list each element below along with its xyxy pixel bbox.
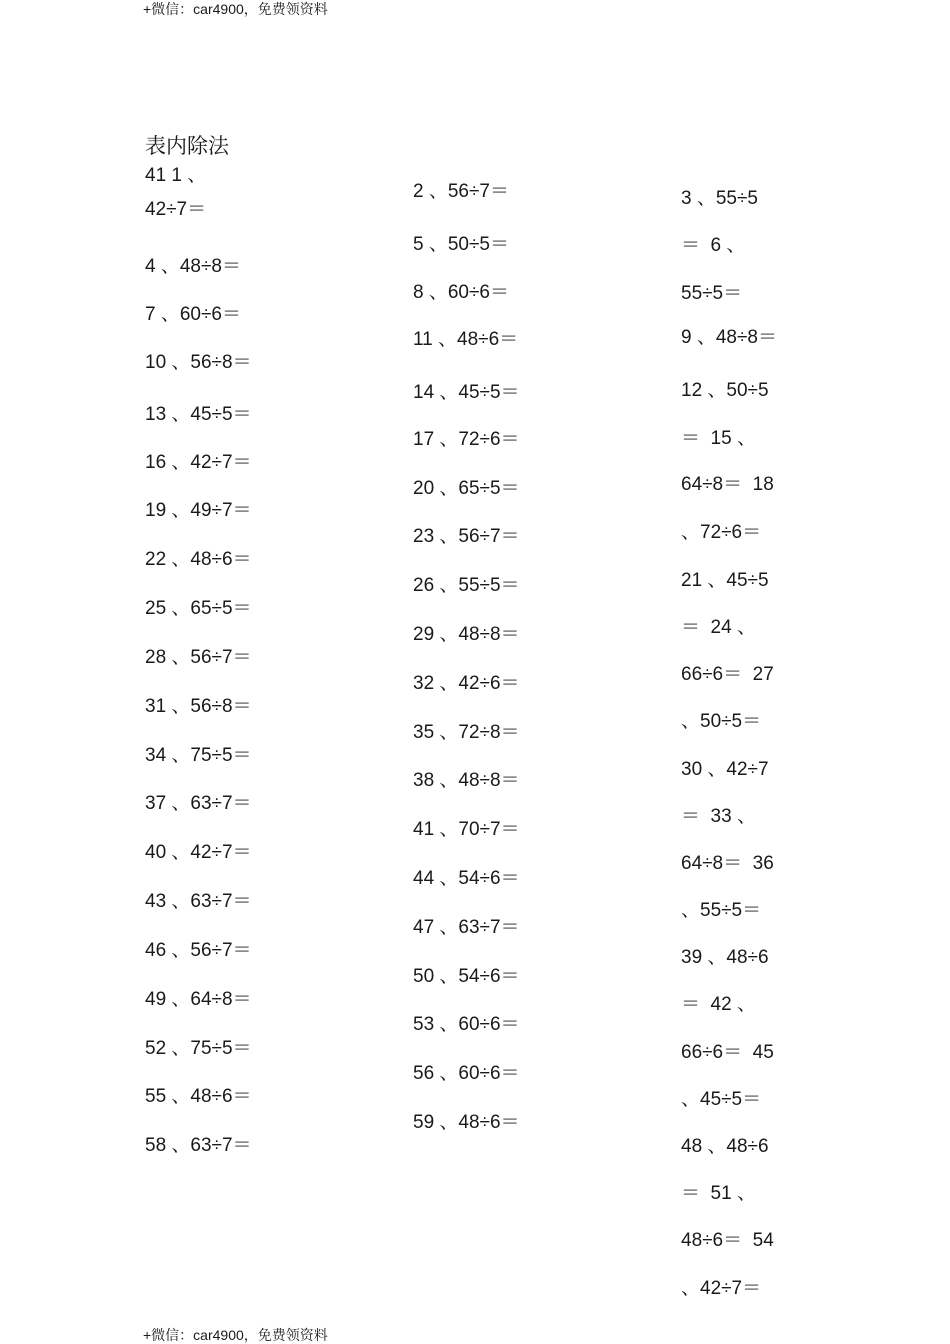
problem-line: 38 、48÷8＝: [413, 770, 520, 791]
problem-line: ＝ 24 、: [681, 617, 756, 638]
problem-line: 25 、65÷5＝: [145, 598, 252, 619]
problem-line: 55 、48÷6＝: [145, 1086, 252, 1107]
problem-line: 48÷6＝ 54: [681, 1230, 774, 1251]
watermark-header: +微信：car4900，免费领资料: [143, 1, 328, 17]
problem-line: ＝ 15 、: [681, 428, 756, 449]
problem-line: 41 1 、: [145, 165, 207, 186]
problem-line: 29 、48÷8＝: [413, 624, 520, 645]
problem-line: 46 、56÷7＝: [145, 940, 252, 961]
problem-line: 30 、42÷7: [681, 759, 769, 780]
problem-line: 12 、50÷5: [681, 380, 769, 401]
problem-line: 8 、60÷6＝: [413, 282, 509, 303]
problem-line: 40 、42÷7＝: [145, 842, 252, 863]
problem-line: 22 、48÷6＝: [145, 549, 252, 570]
problem-line: ＝ 6 、: [681, 235, 746, 256]
problem-line: 23 、56÷7＝: [413, 526, 520, 547]
problem-line: 20 、65÷5＝: [413, 478, 520, 499]
problem-line: 17 、72÷6＝: [413, 429, 520, 450]
problem-line: 37 、63÷7＝: [145, 793, 252, 814]
problem-line: 21 、45÷5: [681, 570, 769, 591]
problem-line: 34 、75÷5＝: [145, 745, 252, 766]
problem-line: 19 、49÷7＝: [145, 500, 252, 521]
problem-line: 49 、64÷8＝: [145, 989, 252, 1010]
problem-line: 50 、54÷6＝: [413, 966, 520, 987]
problem-line: 13 、45÷5＝: [145, 404, 252, 425]
problem-line: 14 、45÷5＝: [413, 382, 520, 403]
problem-line: ＝ 33 、: [681, 806, 756, 827]
problem-line: 4 、48÷8＝: [145, 256, 241, 277]
problem-line: ＝ 42 、: [681, 994, 756, 1015]
problem-line: 31 、56÷8＝: [145, 696, 252, 717]
problem-line: 26 、55÷5＝: [413, 575, 520, 596]
problem-line: 3 、55÷5: [681, 188, 758, 209]
problem-line: 39 、48÷6: [681, 947, 769, 968]
problem-line: 55÷5＝: [681, 283, 743, 304]
problem-line: 41 、70÷7＝: [413, 819, 520, 840]
problem-line: 64÷8＝ 36: [681, 853, 774, 874]
problem-line: 44 、54÷6＝: [413, 868, 520, 889]
problem-line: 66÷6＝ 27: [681, 664, 774, 685]
problem-line: 、45÷5＝: [681, 1089, 762, 1110]
problem-line: 47 、63÷7＝: [413, 917, 520, 938]
problem-line: 43 、63÷7＝: [145, 891, 252, 912]
problem-line: 、50÷5＝: [681, 711, 762, 732]
problem-line: 5 、50÷5＝: [413, 234, 509, 255]
problem-line: 58 、63÷7＝: [145, 1135, 252, 1156]
problem-line: 56 、60÷6＝: [413, 1063, 520, 1084]
problem-line: 53 、60÷6＝: [413, 1014, 520, 1035]
problem-line: 52 、75÷5＝: [145, 1038, 252, 1059]
problem-line: 66÷6＝ 45: [681, 1042, 774, 1063]
problem-line: 10 、56÷8＝: [145, 352, 252, 373]
problem-line: 、72÷6＝: [681, 522, 762, 543]
problem-line: 42÷7＝: [145, 199, 207, 220]
problem-line: 16 、42÷7＝: [145, 452, 252, 473]
problem-line: 28 、56÷7＝: [145, 647, 252, 668]
problem-line: 48 、48÷6: [681, 1136, 769, 1157]
problem-line: 9 、48÷8＝: [681, 327, 777, 348]
problem-line: 59 、48÷6＝: [413, 1112, 520, 1133]
page-title: 表内除法: [145, 134, 229, 158]
problem-line: 、42÷7＝: [681, 1278, 762, 1299]
problem-line: 7 、60÷6＝: [145, 304, 241, 325]
problem-line: 、55÷5＝: [681, 900, 762, 921]
problem-line: 2 、56÷7＝: [413, 181, 509, 202]
problem-line: 32 、42÷6＝: [413, 673, 520, 694]
problem-line: 35 、72÷8＝: [413, 722, 520, 743]
problem-line: 11 、48÷6＝: [413, 329, 519, 350]
problem-line: 64÷8＝ 18: [681, 474, 774, 495]
problem-line: ＝ 51 、: [681, 1183, 756, 1204]
watermark-footer: +微信：car4900，免费领资料: [143, 1327, 328, 1343]
